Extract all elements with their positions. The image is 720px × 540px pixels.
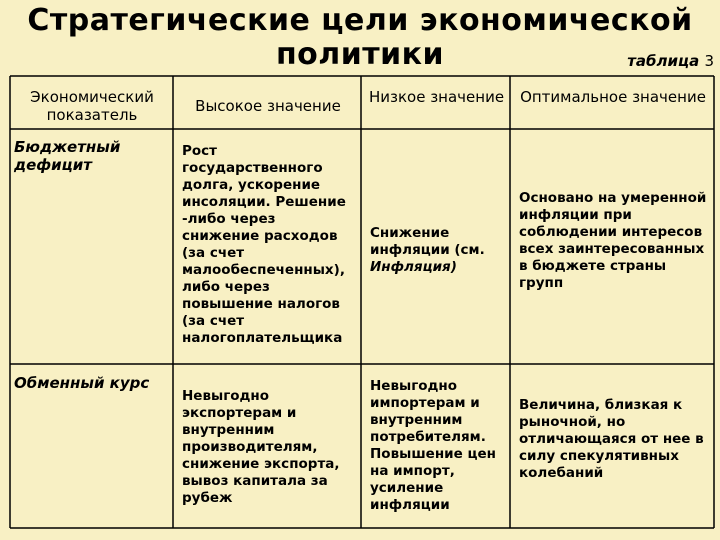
- row-1-low: [370, 225, 504, 276]
- header-low-value: Низкое значение: [368, 88, 505, 106]
- title-line-2: политики: [275, 37, 445, 72]
- header-high-value: Высокое значение: [195, 97, 341, 115]
- row-1-optimal: Основано на умеренной инфляции при соблюдении интересов всех заинтересованных в бюджете страны групп: [519, 190, 707, 291]
- table-label-number: 3: [704, 52, 714, 70]
- header-optimal-value: Оптимальное значение: [520, 88, 706, 106]
- row-2-low: Невыгодно импортерам и внутренним потребителям. Повышение цен на импорт, усиление инфляции: [370, 378, 496, 513]
- page-title: [0, 4, 720, 72]
- row-2-indicator: Обменный курс: [14, 374, 150, 392]
- row-1-indicator: Бюджетный дефицит: [14, 138, 121, 174]
- inflation-reference-link[interactable]: Инфляция): [370, 259, 457, 275]
- header-indicator: Экономический показатель: [30, 88, 154, 124]
- table-number-label: [627, 52, 714, 70]
- title-line-1: Стратегические цели экономической: [27, 3, 693, 38]
- row-1-high: Рост государственного долга, ускорение инсоляции. Решение -либо через снижение расходов (за счет малообеспеченных), либо через повышение налогов (за счет налогоплательщика: [182, 143, 346, 346]
- table-label-word: таблица: [627, 52, 700, 70]
- row-2-high: Невыгодно экспортерам и внутренним производителям, снижение экспорта, вывоз капитала за рубеж: [182, 388, 340, 506]
- row-2-optimal: Величина, близкая к рыночной, но отличающаяся от нее в силу спекулятивных колебаний: [519, 397, 704, 481]
- row-1-low-text: Снижение инфляции (см.: [370, 225, 485, 258]
